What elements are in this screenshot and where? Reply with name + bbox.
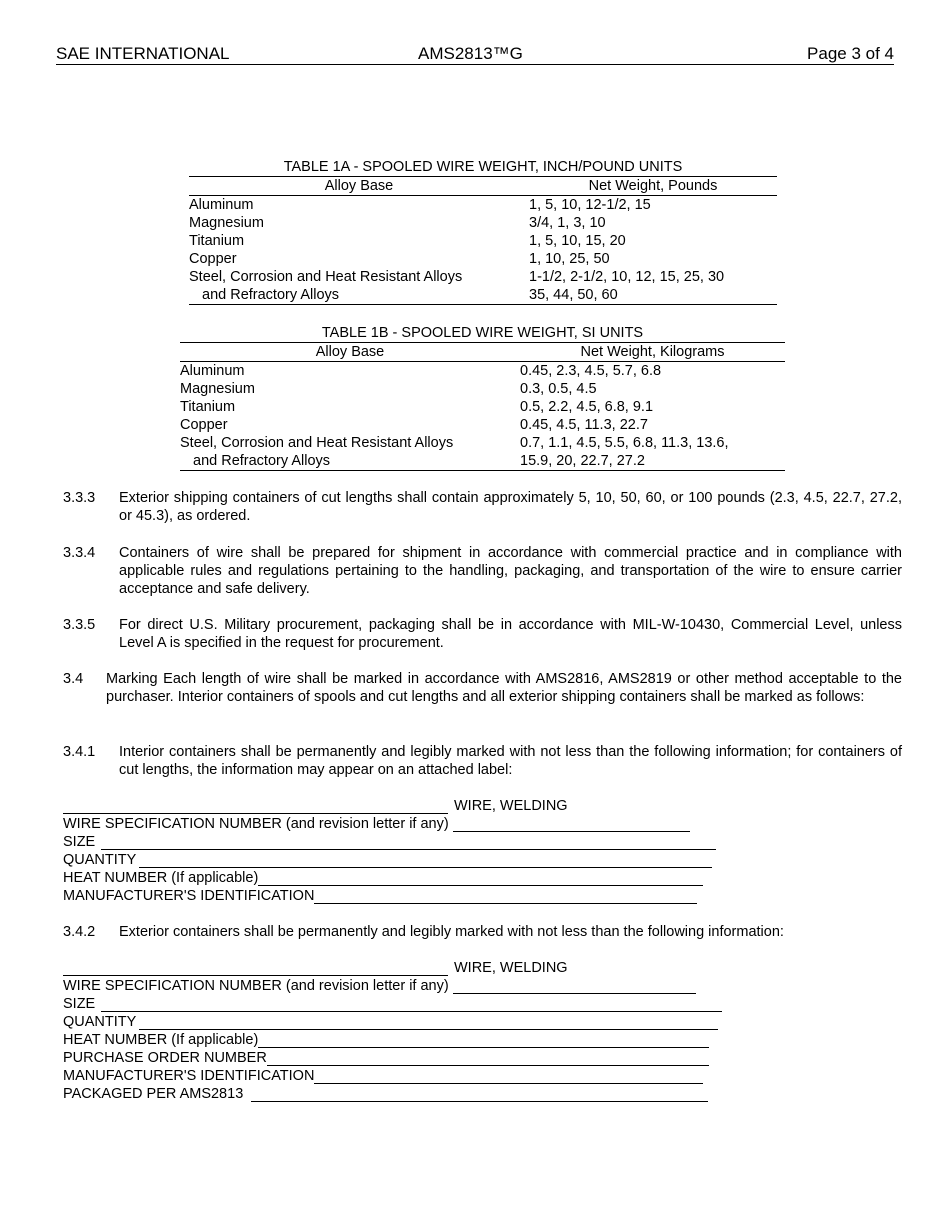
section-number: 3.3.4 (63, 545, 96, 561)
alloy-cell: Steel, Corrosion and Heat Resistant Alloys (180, 435, 454, 451)
alloy-cell: Copper (180, 417, 228, 433)
section-number: 3.4.2 (63, 924, 96, 940)
weight-cell: 15.9, 20, 22.7, 27.2 (520, 453, 645, 469)
section-text: Exterior shipping containers of cut lengths shall contain approximately 5, 10, 50, 60, or 100 pounds (2.3, 4.5, 22.7, 27.2, or 45.3), as ordered. (119, 490, 902, 524)
alloy-cell: Magnesium (189, 215, 264, 231)
section-text: Exterior containers shall be permanently and legibly marked with not less than the following information: (119, 924, 784, 940)
form-row-spec-number (63, 815, 716, 833)
header-org: SAE INTERNATIONAL (56, 44, 230, 63)
weight-cell: 35, 44, 50, 60 (529, 287, 618, 303)
table-1b-col-weight: Net Weight, Kilograms (580, 344, 725, 360)
table-row (180, 380, 785, 398)
alloy-cell: Titanium (180, 399, 236, 415)
blank-line (101, 995, 722, 1012)
section-text: Containers of wire shall be prepared for shipment in accordance with commercial practice and in compliance with applicable rules and regulations pertaining to the handling, packaging, and transportation of the wire to ensure carrier acceptance and safe delivery. (119, 545, 902, 597)
blank-line (453, 815, 690, 832)
blank-line (139, 1013, 718, 1030)
alloy-cell: and Refractory Alloys (193, 453, 331, 469)
table-1b (180, 324, 785, 471)
table-row (189, 268, 777, 286)
weight-cell: 0.3, 0.5, 4.5 (520, 381, 597, 397)
blank-line (63, 797, 448, 814)
form-row-heat-number (63, 1031, 722, 1049)
table-row (180, 398, 785, 416)
alloy-cell: Copper (189, 251, 237, 267)
blank-line (314, 1067, 703, 1084)
form-row-manufacturer (63, 887, 716, 905)
form-row-wire-welding (63, 797, 716, 815)
form-row-size (63, 833, 716, 851)
section-3-3-3 (63, 489, 902, 525)
weight-cell: 0.45, 2.3, 4.5, 5.7, 6.8 (520, 363, 662, 379)
field-label: HEAT NUMBER (If applicable) (63, 1032, 259, 1048)
form-row-spec-number (63, 977, 722, 995)
table-row (189, 250, 777, 268)
field-label: MANUFACTURER'S IDENTIFICATION (63, 1068, 315, 1084)
section-text: For direct U.S. Military procurement, packaging shall be in accordance with MIL-W-10430, Commercial Level, unless Level A is specified in the request for procurement. (119, 617, 902, 651)
weight-cell: 1, 5, 10, 12-1/2, 15 (529, 197, 651, 213)
form-row-manufacturer (63, 1067, 722, 1085)
section-3-4-2 (63, 923, 902, 941)
table-1a-header-row (189, 177, 777, 196)
table-1a (189, 158, 777, 305)
alloy-cell: Steel, Corrosion and Heat Resistant Alloys (189, 269, 463, 285)
header-page-number: Page 3 of 4 (807, 44, 894, 63)
field-label: SIZE (63, 834, 96, 850)
field-label: QUANTITY (63, 852, 137, 868)
field-label: HEAT NUMBER (If applicable) (63, 870, 259, 886)
blank-line (314, 887, 697, 904)
table-row (189, 286, 777, 304)
blank-line (251, 1085, 708, 1102)
weight-cell: 0.7, 1.1, 4.5, 5.5, 6.8, 11.3, 13.6, (520, 435, 729, 451)
section-number: 3.4 (63, 671, 84, 687)
form-row-packaged-per (63, 1085, 722, 1103)
field-label: PURCHASE ORDER NUMBER (63, 1050, 267, 1066)
section-text: Interior containers shall be permanently and legibly marked with not less than the following information; for containers of cut lengths, the information may appear on an attached label: (119, 744, 902, 778)
blank-line (258, 869, 703, 886)
blank-line (453, 977, 696, 994)
header-doc-id: AMS2813™G (418, 44, 523, 63)
form-row-size (63, 995, 722, 1013)
form-row-quantity (63, 851, 716, 869)
form-row-heat-number (63, 869, 716, 887)
form-row-wire-welding (63, 959, 722, 977)
field-label: WIRE, WELDING (454, 798, 568, 814)
form-row-quantity (63, 1013, 722, 1031)
weight-cell: 1-1/2, 2-1/2, 10, 12, 15, 25, 30 (529, 269, 725, 285)
weight-cell: 0.5, 2.2, 4.5, 6.8, 9.1 (520, 399, 654, 415)
field-label: WIRE SPECIFICATION NUMBER (and revision letter if any) (63, 816, 449, 832)
alloy-cell: Aluminum (189, 197, 254, 213)
alloy-cell: Titanium (189, 233, 245, 249)
alloy-cell: Aluminum (180, 363, 245, 379)
blank-line (63, 959, 448, 976)
field-label: WIRE, WELDING (454, 960, 568, 976)
table-1b-col-alloy: Alloy Base (315, 344, 385, 360)
blank-line (267, 1049, 709, 1066)
blank-line (101, 833, 716, 850)
section-text: Marking Each length of wire shall be marked in accordance with AMS2816, AMS2819 or other method acceptable to the purchaser. Interior containers of spools and cut lengths and all exterior shipping containers shall be marked as follows: (106, 671, 902, 705)
section-3-4 (63, 670, 902, 706)
field-label: WIRE SPECIFICATION NUMBER (and revision letter if any) (63, 978, 449, 994)
weight-cell: 3/4, 1, 3, 10 (529, 215, 606, 231)
alloy-cell: and Refractory Alloys (202, 287, 340, 303)
field-label: SIZE (63, 996, 96, 1012)
table-1b-body (180, 362, 785, 471)
form-row-purchase-order (63, 1049, 722, 1067)
table-1b-header-row (180, 343, 785, 362)
table-1a-body (189, 196, 777, 305)
table-1a-title: TABLE 1A - SPOOLED WIRE WEIGHT, INCH/POUND UNITS (189, 158, 777, 177)
table-row (189, 232, 777, 250)
table-row (180, 434, 785, 452)
section-number: 3.4.1 (63, 744, 96, 760)
page-header (56, 44, 894, 65)
section-3-3-5 (63, 616, 902, 652)
table-1a-col-weight: Net Weight, Pounds (588, 178, 718, 194)
field-label: MANUFACTURER'S IDENTIFICATION (63, 888, 315, 904)
weight-cell: 0.45, 4.5, 11.3, 22.7 (520, 417, 648, 433)
alloy-cell: Magnesium (180, 381, 255, 397)
section-3-4-1 (63, 743, 902, 779)
table-row (189, 196, 777, 214)
blank-line (258, 1031, 709, 1048)
weight-cell: 1, 10, 25, 50 (529, 251, 610, 267)
interior-marking-form (63, 797, 716, 905)
weight-cell: 1, 5, 10, 15, 20 (529, 233, 626, 249)
table-1a-col-alloy: Alloy Base (324, 178, 394, 194)
table-row (180, 362, 785, 380)
blank-line (139, 851, 712, 868)
table-row (180, 416, 785, 434)
section-number: 3.3.5 (63, 617, 96, 633)
section-3-3-4 (63, 544, 902, 598)
table-row (189, 214, 777, 232)
exterior-marking-form (63, 959, 722, 1103)
table-row (180, 452, 785, 470)
field-label: QUANTITY (63, 1014, 137, 1030)
table-1b-title: TABLE 1B - SPOOLED WIRE WEIGHT, SI UNITS (180, 324, 785, 343)
section-number: 3.3.3 (63, 490, 96, 506)
field-label: PACKAGED PER AMS2813 (63, 1086, 244, 1102)
